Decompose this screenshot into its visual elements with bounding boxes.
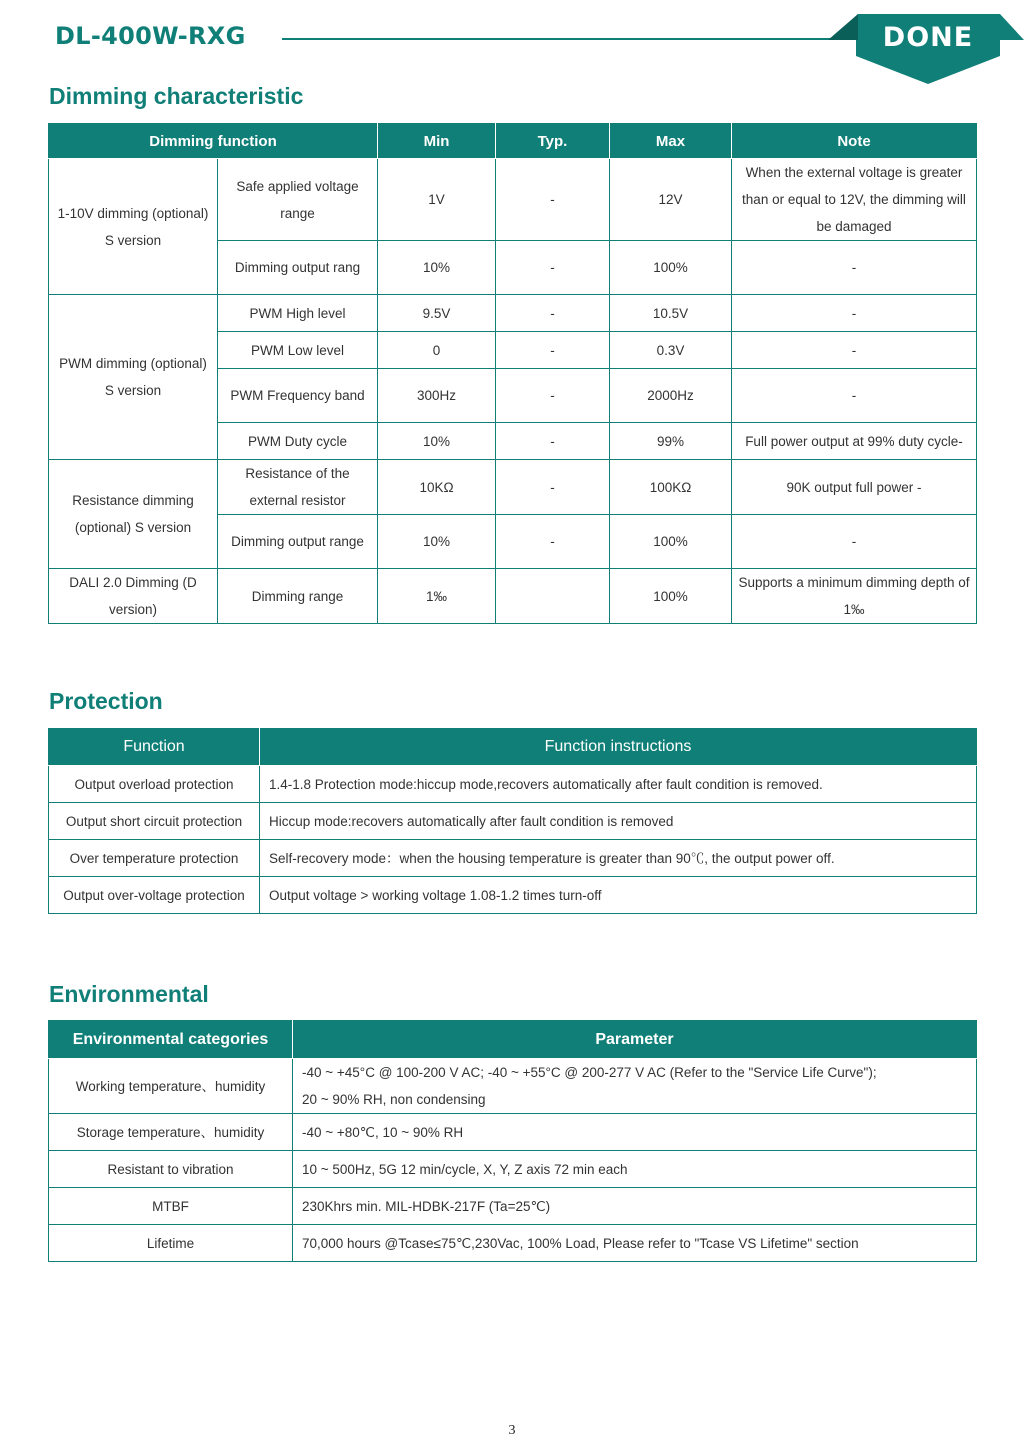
brand-logo-text: DONE — [882, 22, 974, 53]
max-cell: 100% — [610, 241, 732, 295]
typ-cell: - — [496, 332, 610, 369]
min-cell: 300Hz — [378, 369, 496, 423]
parameter-cell: -40 ~ +80℃, 10 ~ 90% RH — [293, 1114, 977, 1151]
min-cell: 1‰ — [378, 569, 496, 624]
param-cell: Dimming output rang — [218, 241, 378, 295]
group-name: Resistance dimming (optional) S version — [49, 460, 218, 569]
parameter-cell: 70,000 hours @Tcase≤75℃,230Vac, 100% Load, Please refer to "Tcase VS Lifetime" section — [293, 1225, 977, 1262]
function-cell: Output over-voltage protection — [49, 877, 260, 914]
note-cell: - — [732, 369, 977, 423]
typ-cell: - — [496, 515, 610, 569]
min-cell: 1V — [378, 159, 496, 241]
category-cell: Working temperature、humidity — [49, 1059, 293, 1114]
table-row — [49, 1114, 977, 1151]
max-cell: 0.3V — [610, 332, 732, 369]
param-cell: PWM High level — [218, 295, 378, 332]
col-header-dimming-function: Dimming function — [49, 124, 378, 159]
col-header-max: Max — [610, 124, 732, 159]
environmental-table — [48, 1020, 977, 1262]
table-row — [49, 1059, 977, 1114]
dimming-table — [48, 123, 977, 624]
param-cell: Dimming range — [218, 569, 378, 624]
parameter-line: -40 ~ +45°C @ 100-200 V AC; -40 ~ +55°C @ 200-277 V AC (Refer to the "Service Life Curve"); — [302, 1065, 877, 1080]
table-row — [49, 803, 977, 840]
min-cell: 10KΩ — [378, 460, 496, 515]
note-cell: - — [732, 332, 977, 369]
note-cell: - — [732, 515, 977, 569]
table-row — [49, 1151, 977, 1188]
group-name: 1-10V dimming (optional) S version — [49, 159, 218, 295]
typ-cell: - — [496, 159, 610, 241]
header-rule — [282, 38, 852, 40]
environmental-section-title: Environmental — [49, 981, 209, 1007]
model-title: DL-400W-RXG — [55, 22, 246, 50]
col-header-function: Function — [49, 729, 260, 766]
function-cell: Output short circuit protection — [49, 803, 260, 840]
typ-cell: - — [496, 369, 610, 423]
note-cell: - — [732, 241, 977, 295]
max-cell: 10.5V — [610, 295, 732, 332]
page-number: 3 — [508, 1423, 516, 1438]
param-cell: PWM Frequency band — [218, 369, 378, 423]
typ-cell: - — [496, 460, 610, 515]
category-cell: MTBF — [49, 1188, 293, 1225]
table-row — [49, 460, 977, 515]
table-row — [49, 766, 977, 803]
param-cell: Dimming output range — [218, 515, 378, 569]
instruction-cell: Hiccup mode:recovers automatically after fault condition is removed — [260, 803, 977, 840]
min-cell: 10% — [378, 241, 496, 295]
max-cell: 100% — [610, 515, 732, 569]
group-name: PWM dimming (optional) S version — [49, 295, 218, 460]
parameter-cell: 10 ~ 500Hz, 5G 12 min/cycle, X, Y, Z axis 72 min each — [293, 1151, 977, 1188]
protection-section-title: Protection — [49, 688, 163, 714]
category-cell: Lifetime — [49, 1225, 293, 1262]
max-cell: 100% — [610, 569, 732, 624]
min-cell: 9.5V — [378, 295, 496, 332]
param-cell: Safe applied voltage range — [218, 159, 378, 241]
min-cell: 10% — [378, 515, 496, 569]
table-row — [49, 877, 977, 914]
col-header-parameter: Parameter — [293, 1021, 977, 1059]
instruction-cell: Self-recovery mode：when the housing temperature is greater than 90℃, the output power off. — [260, 840, 977, 877]
table-row — [49, 1225, 977, 1262]
category-cell: Resistant to vibration — [49, 1151, 293, 1188]
max-cell: 2000Hz — [610, 369, 732, 423]
note-cell: When the external voltage is greater than or equal to 12V, the dimming will be damaged — [732, 159, 977, 241]
param-cell: Resistance of the external resistor — [218, 460, 378, 515]
col-header-environmental-categories: Environmental categories — [49, 1021, 293, 1059]
min-cell: 0 — [378, 332, 496, 369]
table-row — [49, 569, 977, 624]
typ-cell: - — [496, 241, 610, 295]
function-cell: Output overload protection — [49, 766, 260, 803]
typ-cell — [496, 569, 610, 624]
min-cell: 10% — [378, 423, 496, 460]
typ-cell: - — [496, 423, 610, 460]
dimming-section-title: Dimming characteristic — [49, 83, 304, 109]
table-row — [49, 1188, 977, 1225]
instruction-cell: Output voltage > working voltage 1.08-1.2 times turn-off — [260, 877, 977, 914]
table-row — [49, 295, 977, 332]
parameter-cell: 230Khrs min. MIL-HDBK-217F (Ta=25℃) — [293, 1188, 977, 1225]
instruction-cell: 1.4-1.8 Protection mode:hiccup mode,recovers automatically after fault condition is removed. — [260, 766, 977, 803]
table-row — [49, 840, 977, 877]
note-cell: - — [732, 295, 977, 332]
note-cell: Supports a minimum dimming depth of 1‰ — [732, 569, 977, 624]
max-cell: 100KΩ — [610, 460, 732, 515]
max-cell: 99% — [610, 423, 732, 460]
param-cell: PWM Duty cycle — [218, 423, 378, 460]
protection-table — [48, 728, 977, 914]
col-header-function-instructions: Function instructions — [260, 729, 977, 766]
parameter-cell — [293, 1059, 977, 1114]
parameter-line: 20 ~ 90% RH, non condensing — [302, 1092, 486, 1107]
note-cell: Full power output at 99% duty cycle- — [732, 423, 977, 460]
col-header-note: Note — [732, 124, 977, 159]
max-cell: 12V — [610, 159, 732, 241]
table-row — [49, 159, 977, 241]
note-cell: 90K output full power - — [732, 460, 977, 515]
col-header-typ: Typ. — [496, 124, 610, 159]
group-name: DALI 2.0 Dimming (D version) — [49, 569, 218, 624]
category-cell: Storage temperature、humidity — [49, 1114, 293, 1151]
col-header-min: Min — [378, 124, 496, 159]
typ-cell: - — [496, 295, 610, 332]
function-cell: Over temperature protection — [49, 840, 260, 877]
param-cell: PWM Low level — [218, 332, 378, 369]
